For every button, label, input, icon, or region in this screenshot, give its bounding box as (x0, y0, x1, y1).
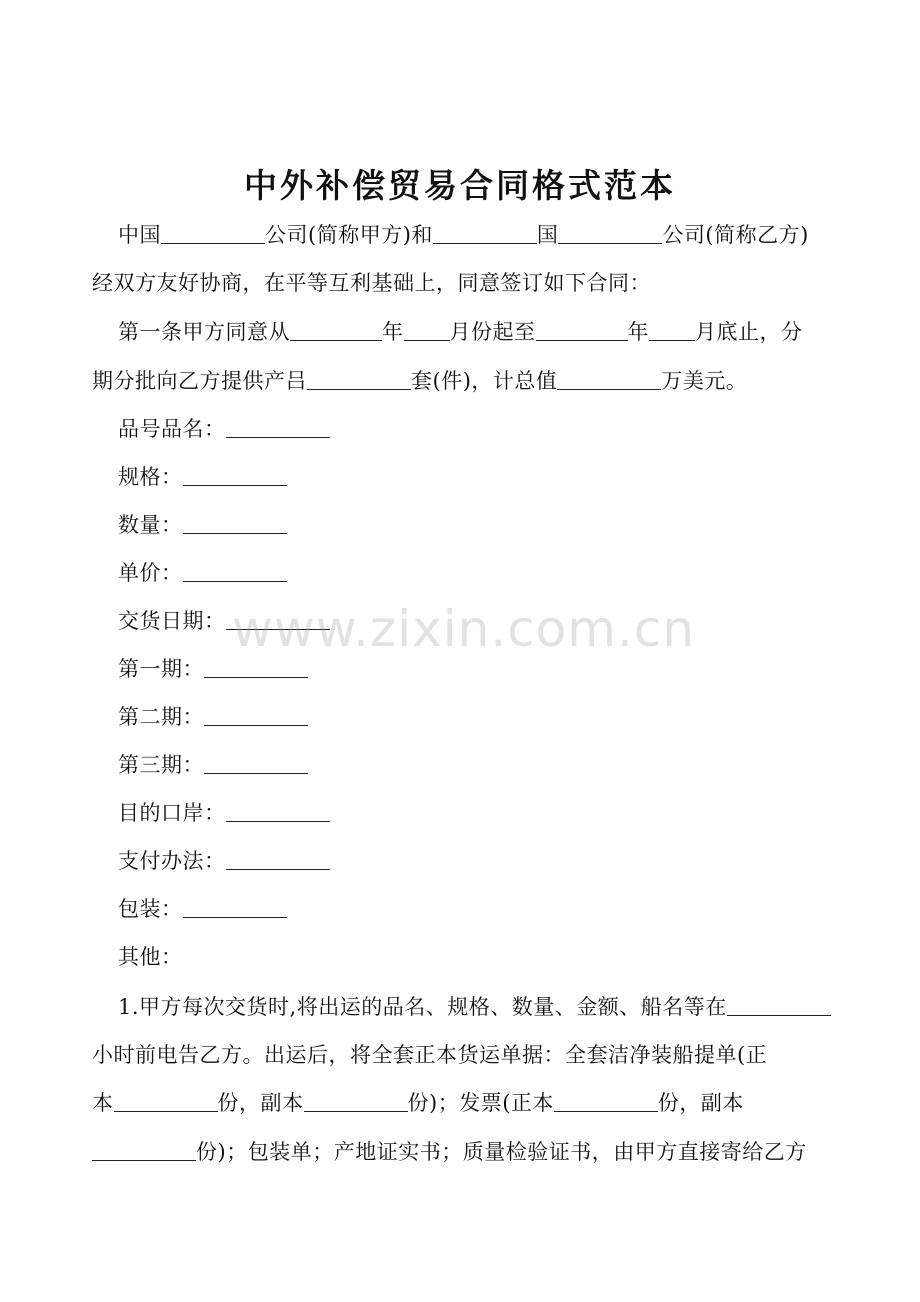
field-unit-price (118, 558, 868, 588)
field-phase-3 (118, 750, 868, 780)
blank-phase-1[interactable] (204, 657, 308, 678)
field-label: 单价： (118, 561, 183, 585)
article1-text-month-end: 月底止，分 (695, 320, 803, 344)
field-label: 第三期： (118, 753, 204, 777)
article1-text-to: 月份起至 (449, 320, 536, 344)
blank-total-value[interactable] (557, 369, 661, 390)
intro-line-2: 经双方友好协商，在平等互利基础上，同意签订如下合同： (92, 271, 651, 295)
watermark: www.zixin.com.cn (232, 600, 696, 658)
field-quantity (118, 510, 868, 540)
blank-notify-hours[interactable] (727, 995, 831, 1016)
field-label: 交货日期： (118, 609, 226, 633)
blank-invoice-original[interactable] (554, 1091, 658, 1112)
clause1-text: 1.甲方每次交货时,将出运的品名、规格、数量、金额、船名等在 (118, 995, 727, 1019)
blank-phase-3[interactable] (204, 753, 308, 774)
blank-country[interactable] (433, 223, 537, 244)
field-payment (118, 846, 868, 876)
field-phase-1 (118, 654, 868, 684)
blank-start-year[interactable] (290, 320, 382, 341)
field-phase-2 (118, 702, 868, 732)
field-label: 支付办法： (118, 849, 226, 873)
article1-text-from: 第一条甲方同意从 (118, 320, 290, 344)
field-label: 品号品名： (118, 417, 226, 441)
clause1-text: 份)；包装单；产地证实书；质量检验证书，由甲方直接寄给乙方 (196, 1140, 807, 1164)
article1-text-supply: 期分批向乙方提供产吕 (92, 369, 307, 393)
article1-line-1 (118, 317, 868, 347)
blank-port[interactable] (226, 801, 330, 822)
blank-spec[interactable] (183, 465, 287, 486)
field-label: 第一期： (118, 657, 204, 681)
blank-party-b-company[interactable] (558, 223, 662, 244)
article1-line-2 (92, 366, 842, 396)
intro-line-1 (118, 220, 868, 250)
field-packing (118, 894, 868, 924)
field-other: 其他： (118, 945, 183, 969)
blank-quantity[interactable] (183, 513, 287, 534)
field-label: 目的口岸： (118, 801, 226, 825)
document-title: 中外补偿贸易合同格式范本 (244, 166, 676, 205)
blank-phase-2[interactable] (204, 705, 308, 726)
blank-end-month[interactable] (649, 320, 695, 341)
clause1-line-4 (92, 1137, 842, 1167)
intro-text-party-b: 公司(简称乙方) (662, 223, 809, 247)
clause1-text: 本 (92, 1091, 114, 1115)
blank-bl-original[interactable] (114, 1091, 218, 1112)
blank-payment[interactable] (226, 849, 330, 870)
clause1-line-3 (92, 1088, 842, 1118)
blank-delivery-date[interactable] (226, 609, 330, 630)
field-label: 规格： (118, 465, 183, 489)
clause1-text: 份)；发票(正本 (407, 1091, 554, 1115)
article1-text-year-2: 年 (627, 320, 649, 344)
field-delivery-date (118, 606, 868, 636)
field-label: 包装： (118, 897, 183, 921)
field-label: 第二期： (118, 705, 204, 729)
article1-text-total: 套(件)，计总值 (411, 369, 558, 393)
clause1-line-2: 小时前电告乙方。出运后，将全套正本货运单据：全套洁净装船提单(正 (92, 1043, 768, 1067)
clause1-text: 份，副本 (657, 1091, 744, 1115)
blank-start-month[interactable] (404, 320, 450, 341)
field-spec (118, 462, 868, 492)
blank-end-year[interactable] (536, 320, 628, 341)
clause1-text: 份，副本 (217, 1091, 304, 1115)
field-port (118, 798, 868, 828)
article1-text-year: 年 (382, 320, 404, 344)
field-label: 数量： (118, 513, 183, 537)
article1-text-usd: 万美元。 (661, 369, 748, 393)
intro-text-country: 国 (536, 223, 559, 247)
intro-text-china: 中国 (118, 223, 161, 247)
blank-bl-copy[interactable] (304, 1091, 408, 1112)
blank-unit-price[interactable] (183, 561, 287, 582)
blank-invoice-copy[interactable] (92, 1140, 196, 1161)
blank-party-a-company[interactable] (161, 223, 265, 244)
blank-product-name[interactable] (226, 417, 330, 438)
field-product-name (118, 414, 868, 444)
intro-text-party-a: 公司(简称甲方)和 (265, 223, 433, 247)
clause1-line-1 (118, 992, 868, 1022)
blank-packing[interactable] (183, 897, 287, 918)
blank-quantity-sets[interactable] (307, 369, 411, 390)
